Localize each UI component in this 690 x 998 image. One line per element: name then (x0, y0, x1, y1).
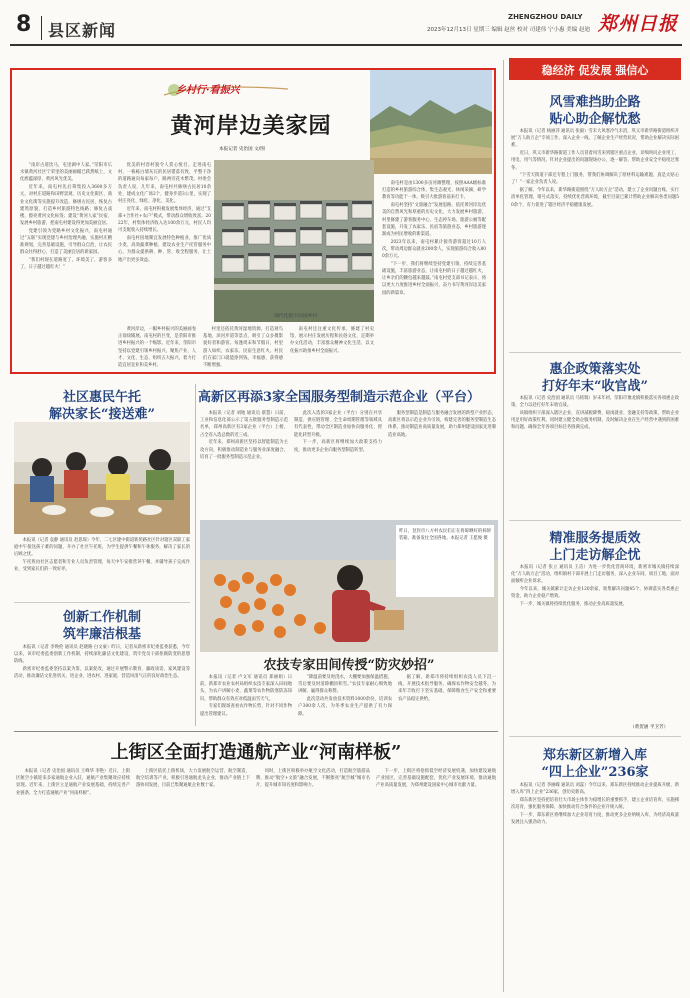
right-mid2-title-1: 精准服务提质效 (549, 531, 641, 546)
bottom-col-2: 上街区依托上街机场，大力发展航空运营、航空制造、航空培训等产业，积极引进通航龙头企业，推动产业链上下游协同发展，目前已集聚通航企业数十家。 (136, 769, 250, 789)
feature-col-b: 村里还依托黄河湿地资源，打造观鸟基地、滨河步道等景点，吸引了众多摄影爱好者和游客。每逢周末和节假日，村里游人如织，农家乐、民宿生意红火。村民们在家门口就能挣到钱，幸福感、获得感不断增强。 (203, 327, 283, 369)
feature-byline: 本报记者 史治国 文/图 (219, 147, 265, 152)
rule-right-3 (509, 736, 681, 737)
right-mid-title-2: 打好年末“收官战” (542, 379, 648, 394)
village-aerial-photo (214, 160, 374, 322)
left-lower-title-2: 筑牢廉洁根基 (62, 627, 141, 642)
right-mid2-title-2: 上门走访解企忧 (549, 548, 641, 563)
right-mid-title-1: 惠企政策落实处 (549, 362, 641, 377)
kicker-text: 乡村行·看振兴 (176, 85, 240, 96)
rule-bottom (14, 731, 498, 732)
right-bottom-title-1: 郑东新区新增入库 (542, 748, 647, 763)
feature-col-c: 南屯村还注重文化传承，修建了村史馆，展示村庄发展历程和民俗文化，定期举办文化活动，丰富群众精神文化生活，以文化振兴助推乡村全面振兴。 (290, 327, 374, 354)
right-bottom-title-2: “四上企业”236家 (541, 765, 649, 780)
rule-mid-vertical (195, 384, 196, 726)
mid-center-col-2: 此次入选的3家企业（平台）分别在共享制造、供应链管理、全生命周期管理等领域具有代表性，带动全区制造业加快向服务化、智能化转型升级。 下一步，高新区将继续加大政策支持力度，推动更多企业向服务型制造转型。 (294, 411, 382, 453)
village-photo-caption: 现代化数字田园乡村 (274, 314, 318, 319)
right-top-title-2: 贴心助企解忧愁 (549, 112, 641, 127)
feature-col-3: 南屯村是由1300多亩河滩整理，按照AAA级标准打造的乡村旅游综合体，集生态观光、休闲采摘、研学教育等功能于一体，吸引大批游客前来打卡。 南屯村坚持“文旅融合”发展思路，依托黄河岸边优美的自然风光和厚重的历史文化，大力发展乡村旅游。村里修建了游客服务中心、生态停车场、旅游公厕等配套设施，开发了农家乐、民宿等旅游业态，乡村旅游逐渐成为村民增收的新渠道。 2023年以来，南屯村累计接待游客超过10万人次，带动周边群众就业200余人，实现旅游综合收入800余万元。 “下一步，我们将继续坚持党建引领，持续完善基础设施，丰富旅游业态，让南屯村的日子越过越红火，让乡亲们的腰包越来越鼓。”南屯村党支部书记表示，将以更大力度推进乡村全面振兴，奋力书写黄河岸边美家园的新篇章。 (382, 181, 486, 296)
mid-left-body: 本报讯（记者 袁静 通讯员 赵思琛）今年，二七区建中街道新苑路社区针对辖区双职工家庭中午接送孩子难的问题，开办了社区午托班，为学生提供午餐和午休服务，解决了家长的后顾之忧。 午托班由社区志愿者和专业人员负责管理，每天中午安排营养午餐，并辅导孩子完成作业，受到家长们的一致好评。 (14, 538, 190, 573)
page-number-divider (41, 16, 42, 40)
mid-center-col-3: 服务型制造是制造与服务融合发展的新型产业形态，高新区将以示范企业为引领，构建完善的服务型制造生态体系，推动制造业高质量发展，助力郑州建设国家先进制造业高地。 (388, 411, 496, 438)
left-lower-title-1: 创新工作机制 (62, 610, 141, 625)
right-mid-body: 本报讯（记者 史治国 通讯员 马铭瑞）岁末年初，荥阳市豫龙镇积极落实各项惠企政策，全力以赴打好年末收官战。 该镇组织干部深入辖区企业，宣讲减税降费、稳岗就业、金融支持等政策，帮助企业用足用好政策红利。同时建立健全助企服务机制，及时解决企业在生产经营中遇到的困难和问题，确保全年各项目标任务圆满完成。 (511, 396, 679, 431)
paper-logo: 郑州日报 (598, 13, 679, 35)
paper-english-name: ZHENGZHOU DAILY (508, 13, 583, 21)
agri-col-1: 本报讯（记者 卢文军 通讯员 郑丽娟）日前，新郑市农业农村局组织农技专家深入田间地头，为农户讲解小麦、蔬菜等农作物防寒防冻知识，帮助群众有效应对低温雨雪天气。 专家们现场查看农作物长势，针对不同作物提出管理建议。 (200, 675, 292, 717)
agri-col-2: “降温前要及时浇水，大棚要加强保温措施，雪后要及时清除棚顶积雪。”农技专家耐心细致地讲解，赢得群众称赞。 此次活动共发放技术资料1000余份，培训农户300余人次，为冬季农业生产提供了有力保障。 (298, 675, 392, 717)
right-column-rule (503, 60, 504, 992)
landscape-photo (370, 70, 492, 174)
bottom-col-1: 本报讯（记者 史治国 通讯员 王峰华 李艳）近日，上街区航空小镇迎来多家通航企业入驻，通航产业集聚效应持续显现。近年来，上街区立足通航产业发展基础，持续完善产业链条，全力打造通航产业“河南样板”。 (16, 769, 130, 796)
right-top-body: 本报讯（记者 杨丽萍 通讯员 张毅）雪未大风寒冷气未消，巩义市新华路街道组织开展“万人助万企”专项工作，深入企业一线，了解企业生产经营状况，帮助企业解决实际困难。 近日，巩义市新华路街道工作人员冒着风雪来到辖区重点企业，详细询问企业用工、用电、用气等情况，针对企业提出的问题现场办公、逐一解答，帮助企业安全平稳度过寒冬。 “下雪天街道干部还专程上门服务，帮我们协调解决了原材料运输难题，真是太贴心了！”一家企业负责人说。 据了解，今年以来，新华路街道围绕“万人助万企”活动，建立了企业问题台账，实行清单化管理、销号式落实，持续优化营商环境，截至目前已累计帮助企业解决各类问题50余个，有力促进了辖区经济平稳健康发展。 (511, 129, 679, 208)
bottom-col-4: 下一步，上街区将抢抓低空经济发展机遇，加快建设通航产业园区，完善基础设施配套，优化产业发展环境，推动通航产业高质量发展，为郑州建设国家中心城市贡献力量。 (376, 769, 496, 789)
date-line: 2023年12月13日 星期三 编辑 赵丝 校对 司建伟 宁小惠 美编 赵迪 (427, 27, 590, 33)
rule-left-lower (14, 602, 190, 603)
page-number: 8 (16, 12, 32, 37)
agri-title: 农技专家田间传授“防灾妙招” (263, 658, 435, 673)
section-title: 县区新闻 (48, 21, 117, 40)
kicker-badge (162, 79, 290, 99)
right-mid2-footer: （黄贺涵 平卫芳） (630, 725, 669, 730)
bottom-title: 上街区全面打造通航产业“河南样板” (110, 742, 402, 763)
rule-right-2 (509, 520, 681, 521)
left-lower-body: 本报讯（记者 李焕伦 通讯员 赵晓路 白文豪）昨日，记者从新密市纪委监委获悉，今年以来，该市纪委监委创新工作机制，持续深化廉洁文化建设，筑牢党员干部拒腐防变的思想防线。 新密市纪委监委坚持以案为鉴，以案促改，通过开展警示教育、廉政谈话、家风建设等活动，推动廉洁文化进机关、进企业、进农村、进家庭，营造风清气正的良好政治生态。 (14, 645, 190, 680)
lunch-photo (14, 422, 190, 534)
persimmon-caption: 昨日，登封市八方村农民们正在将晾晒好的柿饼装箱，准备发往全国各地。本报记者 王愿俊 摄 (399, 529, 491, 542)
masthead-rule (10, 44, 682, 46)
feature-col-1: “南岸古道饮马，屯里湖中人家。”荥阳市広水镇黄河社区宁荣里的美丽画幅已跃然纸上，文化底蕴深厚，黄河风光优美。 近年来，南屯村先后筹集投入3600多万元，对村庄道路和田野景观、历史文化街区、商业文化街等实施提升改造，修缮古民居，恢复古建筑原貌，打造乡村旅游特色线路；修复古戏楼，擦亮黄河文化标签；建设“黄河人家”民宿，发展乡村旅游，把南屯村建设得更加美丽宜居。 党建引领为党路乡村文化振兴，南屯村通过“五联”实现党建与乡村治理共融，实施村庄精准规划，完善基础设施，引导群众自治，让农民群众住得舒心，打造了美丽宜居的新家园。 “我们村现在道路宽了，环境美了，游客多了，日子越过越红火！” (20, 163, 112, 271)
right-banner-text: 稳经济 促发展 强信心 (541, 64, 649, 77)
right-mid2-body: 本报讯（记者 张立 通讯员 王洁）为进一步优化营商环境，新密市城关镇持续深化“万人助万企”活动，组织镇村干部开展上门走访服务，深入企业车间、项目工地，面对面倾听企业诉求。 今年以来，城关镇累计走访企业120余家，收集解决问题45个，协调落实各类惠企资金，助力企业稳产增效。 下一步，城关镇将持续优化服务，推动企业高质量发展。 (511, 565, 679, 608)
agri-col-3: 据了解，新郑市将持续组织农技人员下沉一线，开展技术指导服务，确保农作物安全越冬，为来年丰收打下坚实基础，保障粮食生产安全和重要农产品稳定供给。 (398, 675, 496, 702)
mid-center-col-1: 本报讯（记者 刘地 通讯员 蔡慧）日前，工业和信息化部公示了第五批服务型制造示范名单，郑州高新区有3家企业（平台）上榜，占全省入选总数的近三成。 近年来，郑州高新区坚持以智能制造为主攻方向，积极推动制造业与服务业深度融合，培育了一批服务型制造示范企业。 (200, 411, 288, 460)
right-bottom-body: 本报讯（记者 李丽嵘 通讯员 刘蕊）今年以来，郑东新区持续推动企业提质升级，新增入库“四上企业”236家，创历史新高。 郑东新区坚持把培育壮大市场主体作为稳增长的重要抓手，建立企业培育库，实施梯次培育，强化服务保障，加快推动符合条件的企业升规入统。 下一步，郑东新区将继续加大企业培育力度，推动更多企业纳统入库，为经济高质量发展注入强劲动力。 (511, 783, 679, 826)
mid-center-title: 高新区再添3家全国服务型制造示范企业（平台） (198, 390, 481, 405)
mid-left-title-1: 社区惠民午托 (62, 390, 141, 405)
rule-right-1 (509, 352, 681, 353)
mid-left-title-2: 解决家长“接送难” (49, 407, 155, 422)
bottom-col-3: 同时，上街区积极举办航空文化活动，打造航空旅游品牌，推动“航空+文旅”融合发展，不断擦亮“航空城”城市名片，提升城市知名度和影响力。 (256, 769, 370, 789)
feature-title: 黄河岸边美家园 (170, 113, 332, 139)
feature-col-2: 优美的村容村貌令人赏心悦目。走进南屯村，一栋栋白墙灰瓦的民居错落有致，平整干净的道路通向每家每户，路两旁花木繁茂。村委会负责人说，几年来，南屯村共修缮古民居10余处，建成文化广场2个，健身步道3公里，实现了村庄亮化、绿化、净化、美化。 近年来，南屯村积极发展集体经济，通过“支部+合作社+农户”模式，带动群众增收致富。2022年，村集体经济收入达100余万元，村民人均可支配收入持续增长。 南屯村因地制宜发展特色种植业，推广优质小麦、高效蔬菜种植，建设农业生产托管服务中心，为群众提供耕、种、管、收全程服务，让土地产出更多效益。 (118, 163, 211, 263)
right-top-title-1: 风雪难挡助企路 (549, 95, 641, 110)
feature-col-a: 黄河岸边，一幅乡村振兴的美丽画卷正徐徐铺展。南屯村的巨变，是荥阳市推进乡村振兴的一个缩影。近年来，荥阳市坚持以党建引领乡村振兴，聚焦产业、人才、文化、生态、组织五大振兴，着力打造宜居宜业和美乡村。 (118, 327, 196, 369)
